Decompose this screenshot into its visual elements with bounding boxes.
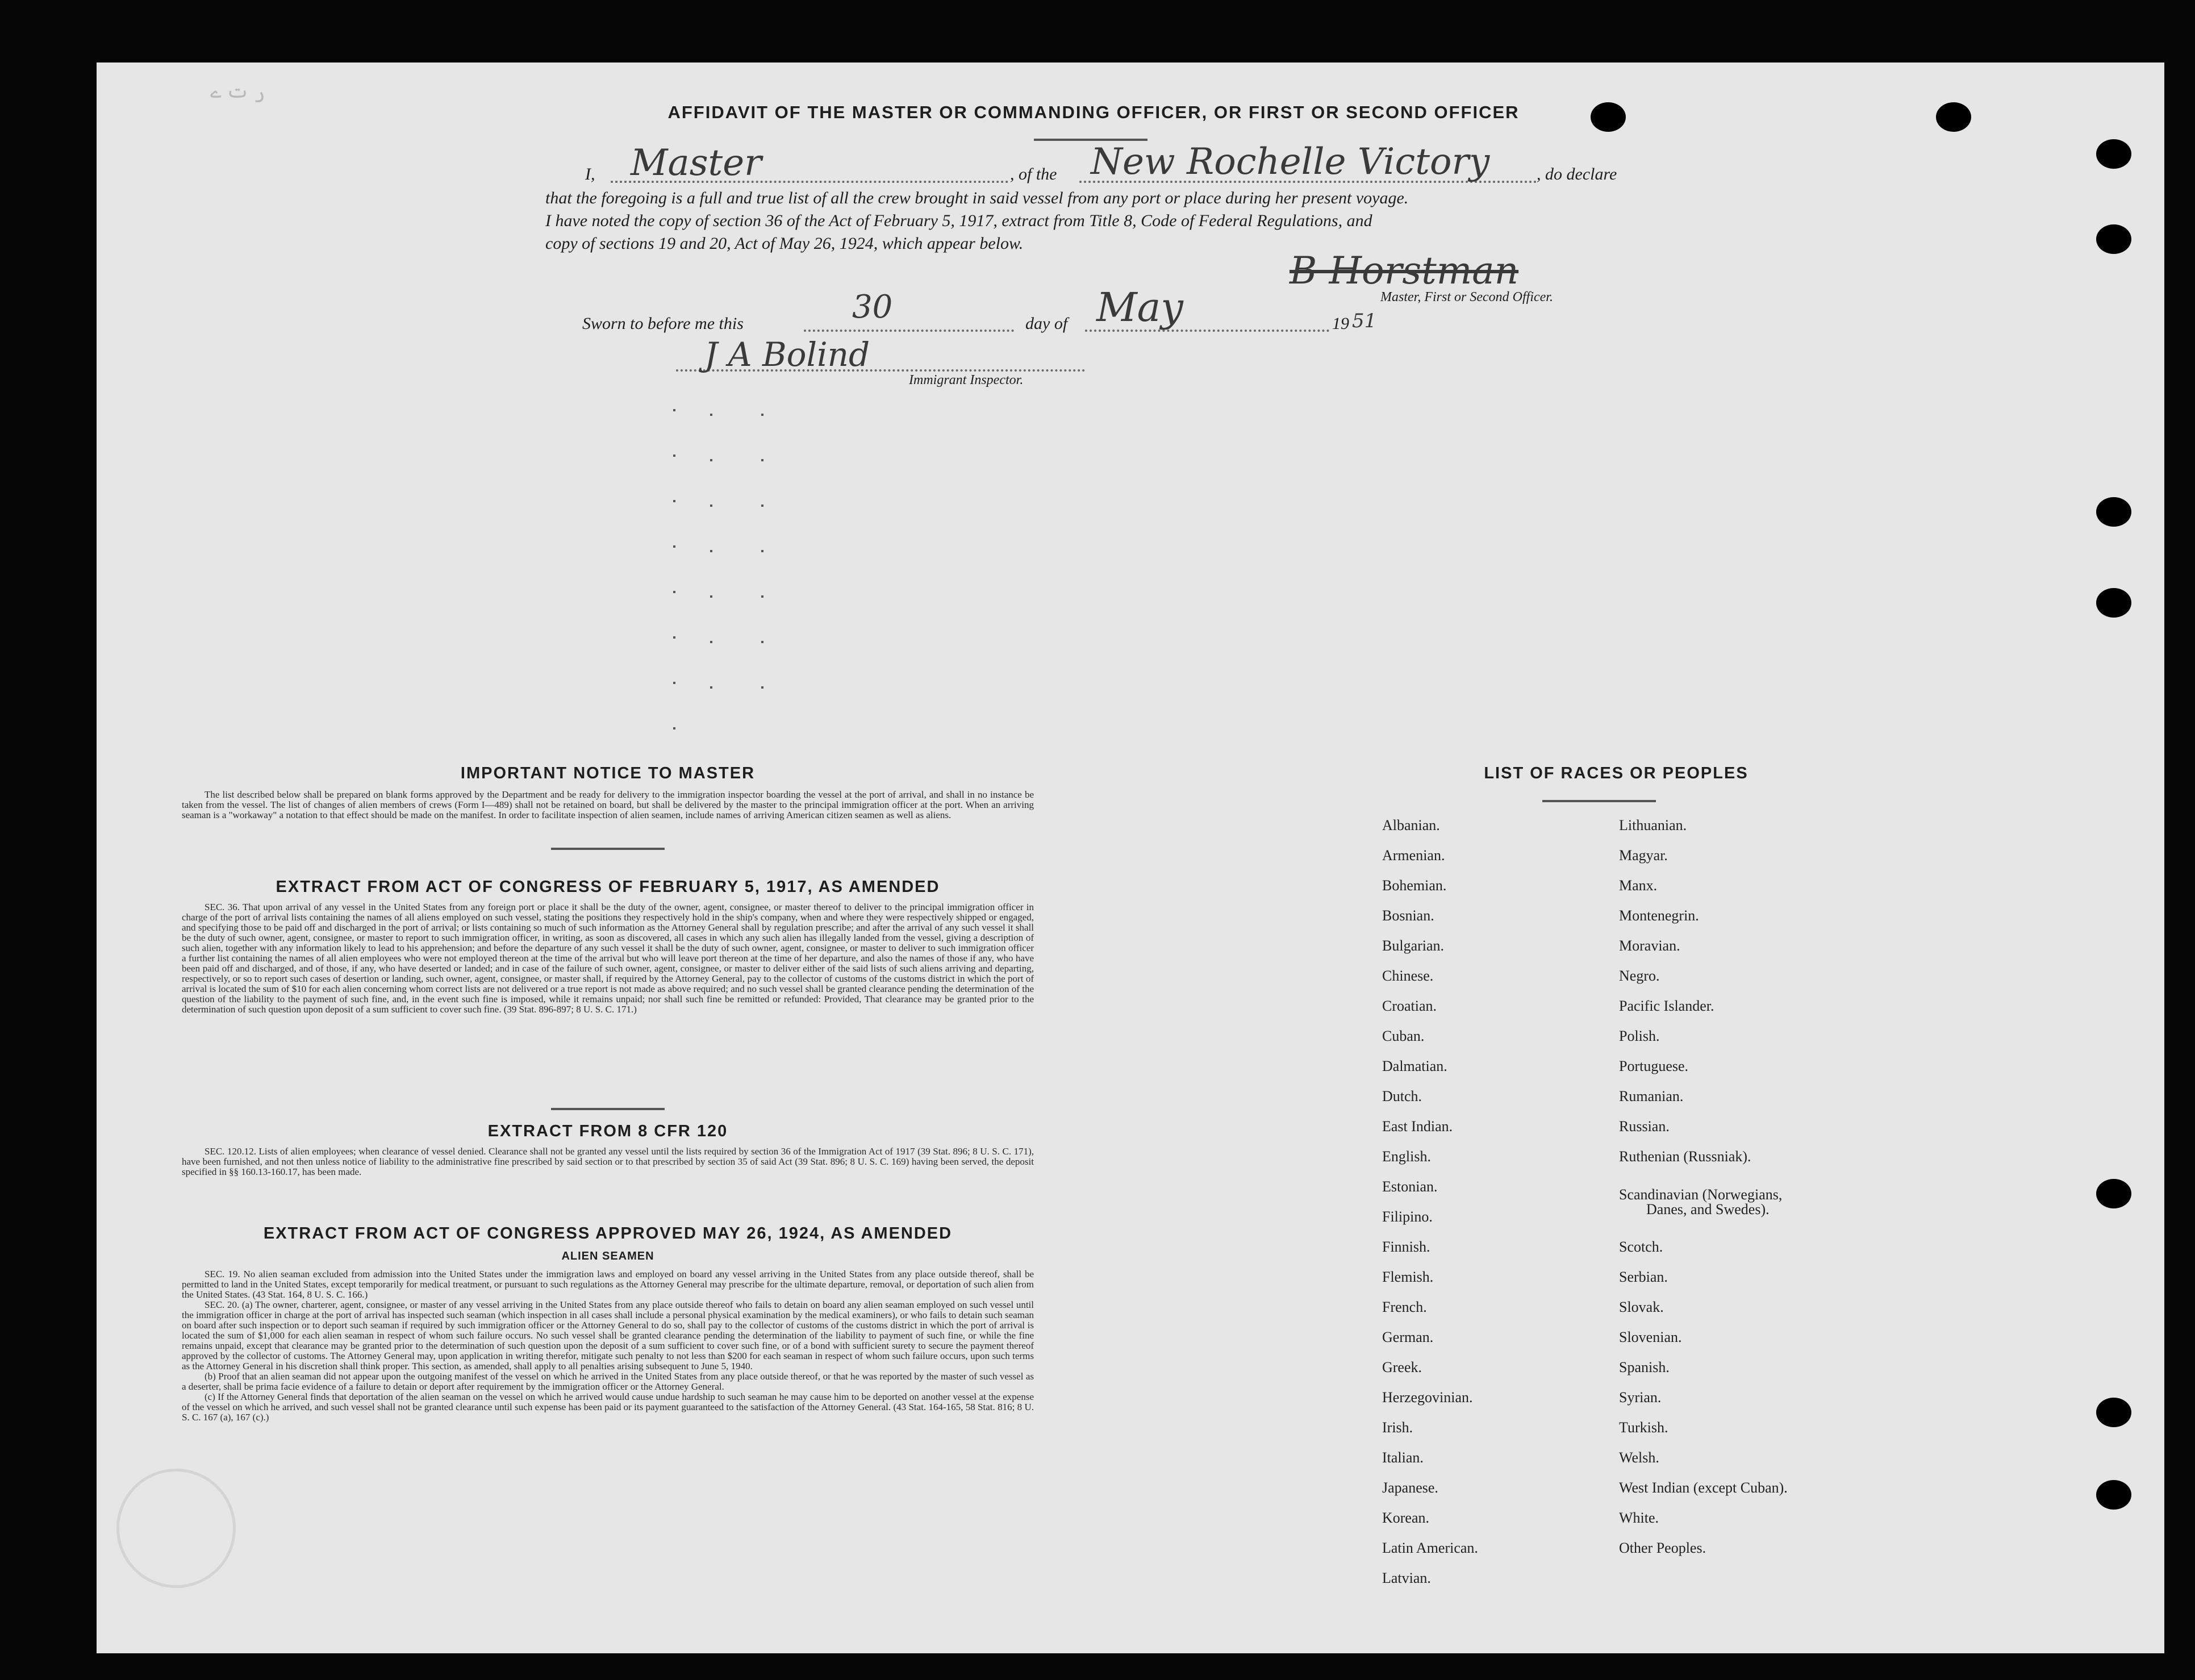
race-item: Spanish. xyxy=(1619,1359,1670,1375)
race-item: Greek. xyxy=(1382,1359,1422,1375)
race-item: Syrian. xyxy=(1619,1389,1662,1406)
sec-20c-paragraph: (c) If the Attorney General finds that deportation of the alien seaman on the vessel on which he arrived would cause undue hardship to such seaman he may cause him to be deported on another vessel at the expense of the vessel on which he arrived, and such vessel shall not be granted clearance until such expense has been paid or its payment guaranteed to the satisfaction of the Attorney General. (43 Stat. 164-165, 58 Stat. 816; 8 U. S. C. 167 (a), 167 (c).) xyxy=(182,1391,1034,1423)
affidavit-title: AFFIDAVIT OF THE MASTER OR COMMANDING OFFICER, OR FIRST OR SECOND OFFICER xyxy=(667,102,1520,122)
races-title: LIST OF RACES OR PEOPLES xyxy=(1484,764,1749,782)
race-item: Croatian. xyxy=(1382,998,1437,1014)
race-item: Turkish. xyxy=(1619,1419,1668,1436)
race-item: Russian. xyxy=(1619,1118,1670,1135)
race-item: Negro. xyxy=(1619,968,1660,984)
extract-cfr-title: EXTRACT FROM 8 CFR 120 xyxy=(487,1122,728,1140)
section-rule xyxy=(551,848,665,850)
race-item: Finnish. xyxy=(1382,1239,1430,1255)
affidavit-line-3: I have noted the copy of section 36 of the Act of February 5, 1917, extract from Title 8, Code of Federal Regulations, and xyxy=(545,211,1372,230)
race-item: Manx. xyxy=(1619,877,1658,894)
race-item: German. xyxy=(1382,1329,1434,1345)
race-item: Dalmatian. xyxy=(1382,1058,1447,1074)
extract-cfr-text xyxy=(182,1147,1034,1177)
master-signature: B Horstman xyxy=(1290,249,1519,293)
vessel-handwritten: New Rochelle Victory xyxy=(1091,141,1490,183)
race-item: Magyar. xyxy=(1619,847,1668,864)
sworn-label: Sworn to before me this xyxy=(582,314,744,333)
notice-text xyxy=(182,790,1034,820)
race-item: Filipino. xyxy=(1382,1208,1433,1225)
race-item: Slovenian. xyxy=(1619,1329,1682,1345)
punch-hole-icon xyxy=(2096,1179,2131,1208)
day-handwritten: 30 xyxy=(852,289,893,326)
extract-1924-title: EXTRACT FROM ACT OF CONGRESS APPROVED MAY 26, 1924, AS AMENDED xyxy=(263,1224,953,1243)
race-item: Bosnian. xyxy=(1382,907,1434,924)
punch-hole-icon xyxy=(1936,102,1971,132)
extract-1924-text xyxy=(182,1269,1034,1423)
seal-watermark xyxy=(116,1469,236,1588)
race-item: Flemish. xyxy=(1382,1269,1434,1285)
race-item: Bulgarian. xyxy=(1382,937,1445,954)
race-item: Herzegovinian. xyxy=(1382,1389,1473,1406)
punch-hole-icon xyxy=(2096,1398,2131,1427)
race-item: Latvian. xyxy=(1382,1570,1431,1586)
race-item: Moravian. xyxy=(1619,937,1680,954)
race-item: Danes, and Swedes). xyxy=(1646,1201,1770,1218)
corner-mark: ر ت ے xyxy=(210,81,265,102)
affidavit-line-4: copy of sections 19 and 20, Act of May 26, 1924, which appear below. xyxy=(545,234,1024,253)
race-item: Pacific Islander. xyxy=(1619,998,1714,1014)
race-item: Albanian. xyxy=(1382,817,1440,833)
race-item: Japanese. xyxy=(1382,1479,1438,1496)
race-item: West Indian (except Cuban). xyxy=(1619,1479,1788,1496)
extract-1917-paragraph: SEC. 36. That upon arrival of any vessel in the United States from any foreign port or place it shall be the duty of the owner, agent, consignee, or master thereof to deliver to the principal immigration officer in charge of the port of arrival lists containing the names of all aliens employed on such vessel, stating the positions they respectively hold in the ship's company, when and where they were respectively shipped or engaged, and specifying those to be paid off and discharged in the port of arrival; or lists containing so much of such information as the Attorney General shall by regulation prescribe; and after the arrival of any such vessel it shall be the duty of such owner, agent, consignee, or master to report to such immigration officer, in writing, as soon as discovered, all cases in which any such alien has illegally landed from the vessel, giving a description of such alien, together with any information likely to lead to his apprehension; and before the departure of any such vessel it shall be the duty of such owner, agent, consignee, or master to deliver to such immigration officer a further list containing the names of all alien employees who were not employed thereon at the time of the arrival but who will leave port thereon at the time of her departure, and also the names of those if any, who have been paid off and discharged, and of those, if any, who have deserted or landed; and in case of the failure of such owner, agent, consignee, or master to deliver either of the said lists of such aliens arriving and departing, respectively, or so to report such cases of desertion or landing, such owner, agent, consignee, or master shall, if required by the Attorney General, pay to the collector of customs of the customs district in which the port of arrival is located the sum of $10 for each alien concerning whom correct lists are not delivered or a true report is not made as above required; and no such vessel shall be granted clearance pending the determination of the question of the liability to the payment of such fine, and, in the event such fine is imposed, while it remains unpaid; nor shall such fine be remitted or refunded: Provided, That clearance may be granted prior to the determination of such question upon deposit of a sum sufficient to cover such fine. (39 Stat. 896-897; 8 U. S. C. 171.) xyxy=(182,902,1034,1015)
race-item: Scotch. xyxy=(1619,1239,1663,1255)
race-item: Latin American. xyxy=(1382,1540,1478,1556)
races-title-rule xyxy=(1542,800,1656,802)
inspector-caption: Immigrant Inspector. xyxy=(909,373,1024,387)
punch-hole-icon xyxy=(2096,588,2131,618)
race-item: Cuban. xyxy=(1382,1028,1425,1044)
race-item: Estonian. xyxy=(1382,1178,1438,1195)
race-item: White. xyxy=(1619,1510,1659,1526)
year-prefix: 19 xyxy=(1332,314,1349,333)
affidavit-do-declare: , do declare xyxy=(1537,165,1617,184)
punch-hole-icon xyxy=(2096,139,2131,169)
race-item: Polish. xyxy=(1619,1028,1660,1044)
signature-caption: Master, First or Second Officer. xyxy=(1380,290,1553,305)
race-item: Other Peoples. xyxy=(1619,1540,1706,1556)
year-handwritten: 51 xyxy=(1352,310,1377,332)
race-item: Italian. xyxy=(1382,1449,1424,1466)
sec-20a-paragraph: SEC. 20. (a) The owner, charterer, agent, consignee, or master of any vessel arriving in the United States from any place outside thereof who fails to detain on board any alien seaman employed on such vessel until the immigration officer in charge at the port of arrival has inspected such seaman (which inspection in all cases shall include a personal physical examination by the medical examiners), or who fails to detain such seaman on board after such inspection or to deport such seaman if required by such immigration officer or the Attorney General to do so, shall pay to the collector of customs of the customs district in which the port of arrival is located the sum of $1,000 for each alien seaman in respect of whom such failure occurs. No such vessel shall be granted clearance pending the determination of the liability to payment of such fine, or while the fine remains unpaid, except that clearance may be granted prior to the determination of such question upon the deposit of a sum sufficient to cover such fine, or of a bond with sufficient surety to secure the payment thereof approved by the collector of customs. The Attorney General may, upon application in writing therefor, mitigate such penalty to not less than $200 for each seaman in respect of whom such failure occurs, upon such terms as the Attorney General in his discretion shall think proper. This section, as amended, shall apply to all penalties arising subsequent to June 5, 1940. xyxy=(182,1299,1034,1371)
extract-1924-subtitle: ALIEN SEAMEN xyxy=(561,1250,654,1262)
race-item: Irish. xyxy=(1382,1419,1413,1436)
sec-19-paragraph: SEC. 19. No alien seaman excluded from admission into the United States under the immigration laws and employed on board any vessel arriving in the United States from any place outside thereof, shall be permitted to land in the United States, except temporarily for medical treatment, or pursuant to such regulations as the Attorney General may prescribe for the ultimate departure, removal, or deportation of such alien from the United States. (43 Stat. 164, 8 U. S. C. 166.) xyxy=(182,1269,1034,1300)
section-rule xyxy=(551,1108,665,1110)
race-item: Rumanian. xyxy=(1619,1088,1684,1104)
race-item: Scandinavian (Norwegians, xyxy=(1619,1186,1783,1203)
race-item: Montenegrin. xyxy=(1619,907,1699,924)
race-item: Ruthenian (Russniak). xyxy=(1619,1148,1751,1165)
affidavit-i-label: I, xyxy=(585,165,595,184)
punch-hole-icon xyxy=(2096,224,2131,254)
extract-1917-text xyxy=(182,902,1034,1015)
race-item: Lithuanian. xyxy=(1619,817,1687,833)
race-item: French. xyxy=(1382,1299,1427,1315)
notice-title: IMPORTANT NOTICE TO MASTER xyxy=(460,764,756,782)
extract-1917-title: EXTRACT FROM ACT OF CONGRESS OF FEBRUARY 5, 1917, AS AMENDED xyxy=(276,878,940,896)
race-item: Chinese. xyxy=(1382,968,1434,984)
race-item: English. xyxy=(1382,1148,1431,1165)
punch-hole-icon xyxy=(2096,1480,2131,1510)
punch-hole-icon xyxy=(2096,497,2131,527)
notice-paragraph: The list described below shall be prepared on blank forms approved by the Department and be ready for delivery to the immigration inspector boarding the vessel at the port of arrival, and shall in no instance be taken from the vessel. The list of changes of alien members of crews (Form I—489) shall not be retained on board, but shall be delivered by the master to the principal immigration officer at the port. When an arriving seaman is a "workaway" a notation to that effect should be made on the manifest. In order to facilitate inspection of alien seamen, include names of arriving American citizen seamen as well as aliens. xyxy=(182,789,1034,820)
race-item: Welsh. xyxy=(1619,1449,1659,1466)
race-item: Portuguese. xyxy=(1619,1058,1689,1074)
race-item: Slovak. xyxy=(1619,1299,1664,1315)
race-item: East Indian. xyxy=(1382,1118,1453,1135)
race-item: Korean. xyxy=(1382,1510,1430,1526)
sec-20b-paragraph: (b) Proof that an alien seaman did not appear upon the outgoing manifest of the vessel on which he arrived in the United States from any place outside thereof, or that he was reported by the master of such vessel as a deserter, shall be prima facie evidence of a failure to detain or deport after requirement by the immigration officer or the Attorney General. xyxy=(182,1371,1034,1392)
day-field-line xyxy=(804,330,1014,332)
affidavit-line-2: that the foregoing is a full and true list of all the crew brought in said vessel from any port or place during her present voyage. xyxy=(545,189,1409,207)
month-handwritten: May xyxy=(1096,284,1183,331)
inspector-signature: J A Bolind xyxy=(704,335,870,374)
race-item: Armenian. xyxy=(1382,847,1445,864)
officer-handwritten: Master xyxy=(631,142,762,184)
day-of-label: day of xyxy=(1025,314,1068,333)
race-item: Serbian. xyxy=(1619,1269,1668,1285)
extract-cfr-paragraph: SEC. 120.12. Lists of alien employees; when clearance of vessel denied. Clearance shall not be granted any vessel until the lists required by section 36 of the Immigration Act of 1917 (39 Stat. 896; 8 U. S. C. 171), have been furnished, and not then unless notice of liability to the administrative fine prescribed by said section or to that prescribed by section 35 of said Act (39 Stat. 896; 8 U. S. C. 169) having been served, the deposit specified in §§ 160.13-160.17, has been made. xyxy=(182,1146,1034,1177)
race-item: Bohemian. xyxy=(1382,877,1447,894)
affidavit-of-the-label: , of the xyxy=(1010,165,1057,184)
race-item: Dutch. xyxy=(1382,1088,1422,1104)
